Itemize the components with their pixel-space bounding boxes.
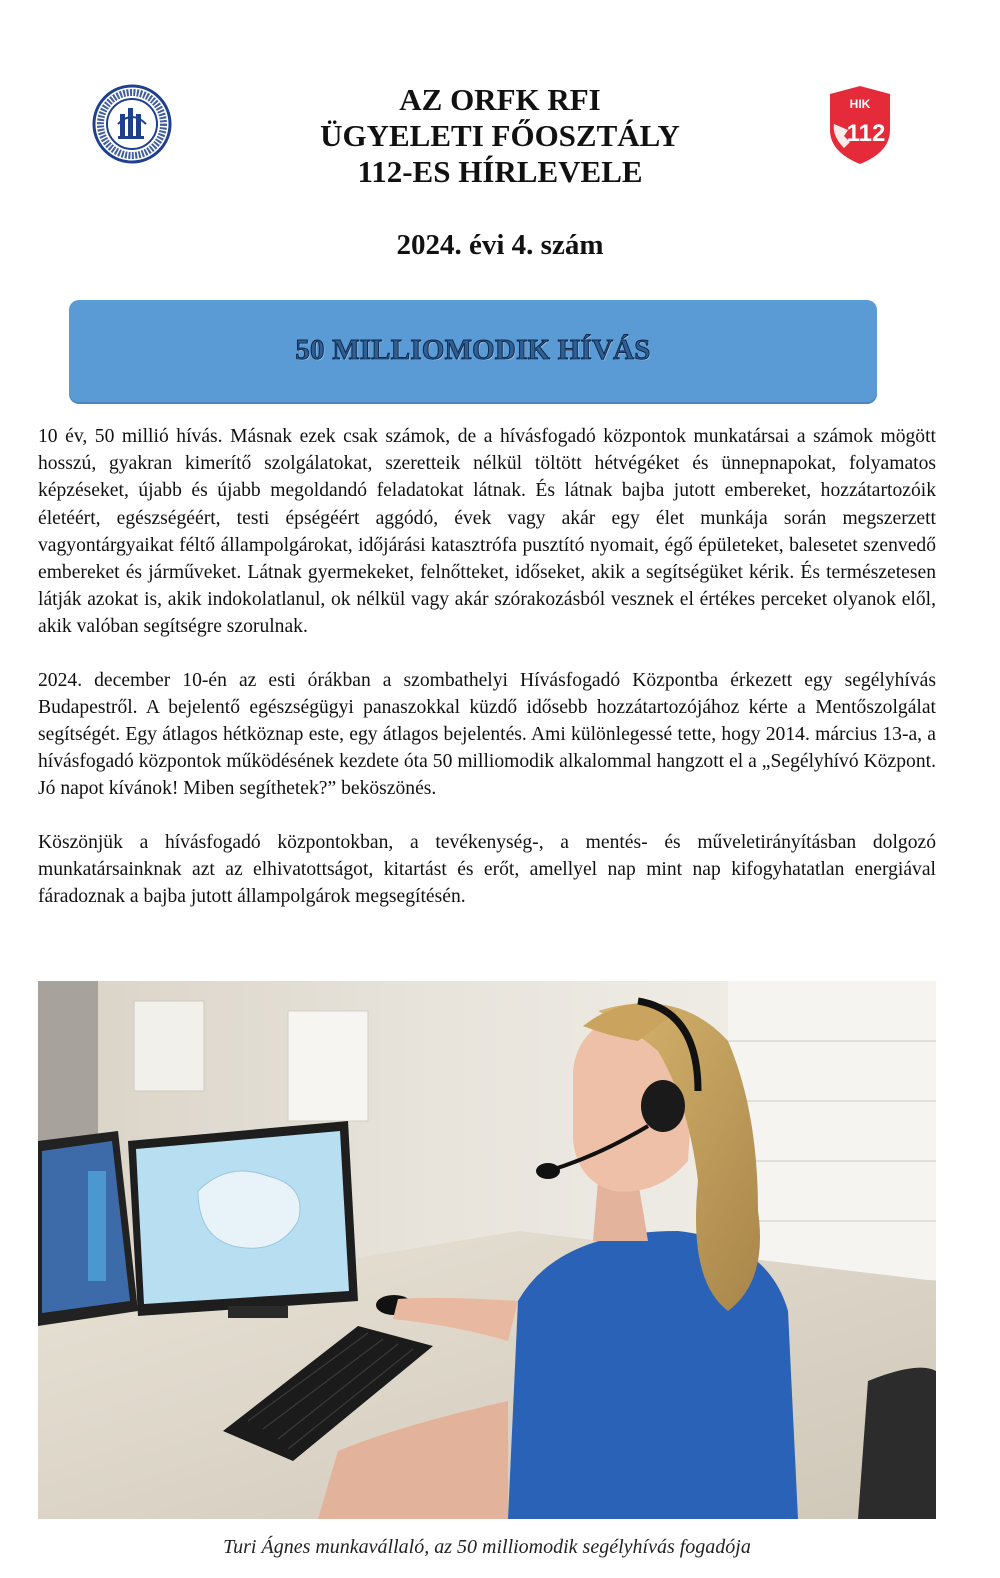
paragraph-2: 2024. december 10-én az esti órákban a szombathelyi Hívásfogadó Központba érkezett egy segélyhívás Budapestről. A bejelentő egészségügyi panaszokkal küzdő idősebb hozzátartozójához kérte a Mentőszolgálat segítségét. Egy átlagos hétköznap este, egy átlagos bejelentés. Ami különlegessé tette, hogy 2014. március 13-a, a hívásfogadó központok működésének kezdete óta 50 milliomodik alkalommal hangzott el a „Segélyhívó Központ. Jó napot kívánok! Miben segíthetek?” beköszönés. <box>38 669 936 800</box>
title-line-2: ÜGYELETI FŐOSZTÁLY <box>320 118 680 153</box>
hik-logo-number: 112 <box>846 120 886 147</box>
paragraph-1: 10 év, 50 millió hívás. Másnak ezek csak számok, de a hívásfogadó központok munkatársai a számok mögött hosszú, gyakran kimerítő szolgálatokat, szeretteik nélkül töltött hétvégéket és ünnepnapokat, folyamatos képzéseket, újabb és újabb megoldandó feladatokat látnak. És látnak bajba jutott embereket, hozzátartozóik életéért, egészségéért, testi épségéért aggódó, évek vagy akár egy élet munkája során megszerzett vagyontárgyaikat féltő állampolgárokat, időjárási katasztrófa pusztító nyomait, égő épületeket, balesetet szenvedő embereket és járműveket. Látnak gyermekeket, felnőtteket, időseket, akik a segítségüket kérik. És természetesen látják azokat is, akik indokolatlanul, ok nélkül vagy akár szórakozásból vesznek el értékes perceket olyanok elől, akik valóban segítségre szorulnak. <box>38 426 936 638</box>
title-line-1: AZ ORFK RFI <box>399 82 601 117</box>
title-line-3: 112-ES HÍRLEVELE <box>357 154 643 189</box>
dispatcher-photo <box>38 981 936 1519</box>
section-banner <box>69 300 877 402</box>
section-title: 50 MILLIOMODIK HÍVÁS <box>295 334 651 366</box>
paragraph-3: Köszönjük a hívásfogadó központokban, a tevékenység-, a mentés- és műveletirányításban dolgozó munkatársainknak azt az elhivatottságot, kitartást és erőt, amellyel nap mint nap kifogyhatatlan energiával fáradoznak a bajba jutott állampolgárok megsegítésén. <box>38 831 936 908</box>
photo-caption: Turi Ágnes munkavállaló, az 50 milliomodik segélyhívás fogadója <box>223 1536 751 1558</box>
newsletter-title <box>200 82 800 190</box>
article-body <box>38 423 936 936</box>
hik-logo-label: HIK <box>849 97 871 111</box>
issue-number: 2024. évi 4. szám <box>396 229 604 261</box>
hik-112-logo-icon <box>824 84 896 166</box>
organization-logo-icon <box>92 84 172 164</box>
